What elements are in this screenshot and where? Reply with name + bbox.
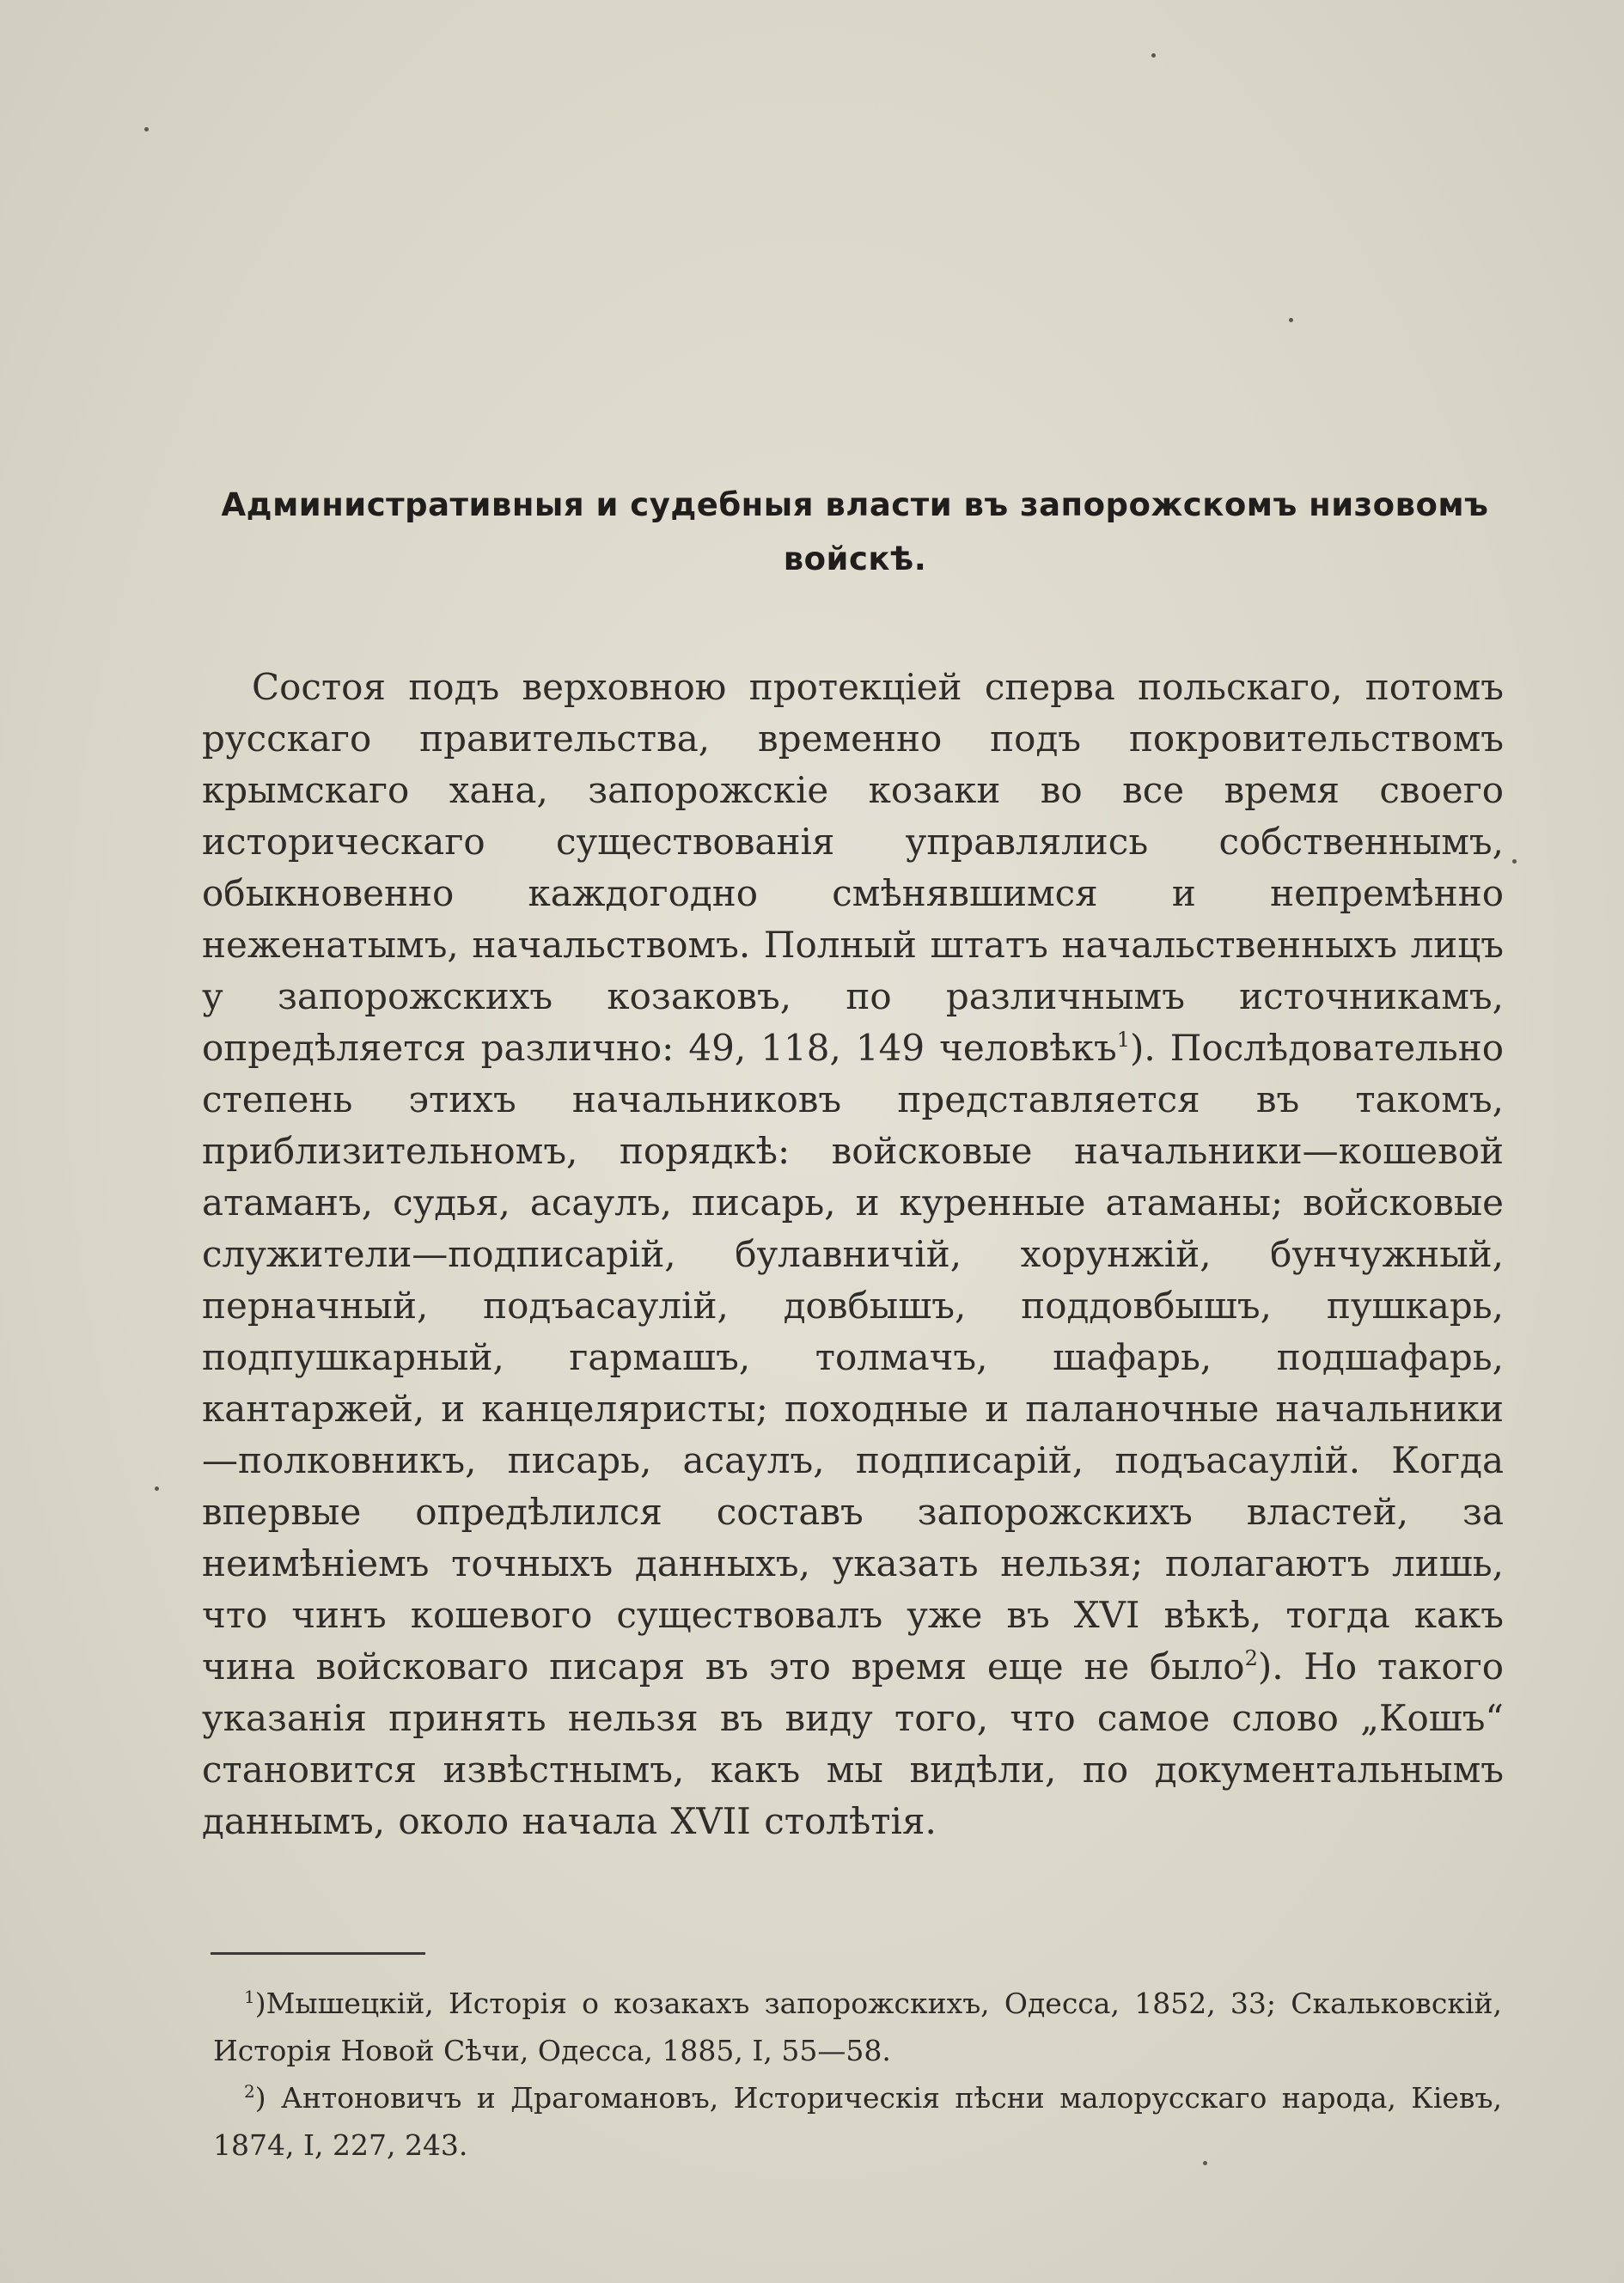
paper-speck — [144, 127, 149, 131]
footnotes — [213, 1980, 1502, 2169]
footnote-ref-1: 1 — [1116, 1028, 1130, 1052]
main-paragraph — [202, 662, 1504, 1847]
paper-speck — [155, 1486, 159, 1491]
footnote-marker: 2 — [244, 2081, 255, 2102]
paper-speck — [1289, 318, 1293, 322]
footnote-marker: 1 — [244, 1987, 255, 2007]
paper-speck — [1151, 53, 1156, 58]
footnote-text: ) Антоновичъ и Драгомановъ, Историческія пѣсни малорусскаго народа, Кіевъ, 1874, I, 227, 243. — [213, 2081, 1502, 2162]
footnote-text: )Мышецкій, Исторія о козакахъ запорожскихъ, Одесса, 1852, 33; Скальковскій, Исторія Новой Сѣчи, Одесса, 1885, I, 55—58. — [213, 1987, 1502, 2067]
chapter-heading: Административныя и судебныя власти въ запорожскомъ низовомъ войскѣ. — [221, 486, 1489, 577]
footnote-ref-2: 2 — [1244, 1646, 1258, 1670]
footnote-1 — [213, 1980, 1502, 2074]
paragraph-text: Состоя подъ верховною протекціей сперва польскаго, потомъ русскаго правительства, временно подъ покровительствомъ крымскаго хана, запорожскіе козаки во все время своего историческаго существованія управлялись собственнымъ, обыкновенно каждогодно смѣнявшимся и непремѣнно неженатымъ, начальствомъ. Полный штатъ начальственныхъ лицъ у запорожскихъ козаковъ, по различнымъ источникамъ, опредѣляется различно: 49, 118, 149 человѣкъ — [202, 666, 1504, 1069]
paper-speck — [1512, 859, 1517, 864]
paragraph-text: ). Но такого указанія принять нельзя въ виду того, что самое слово „Кошъ“ становится извѣстнымъ, какъ мы видѣли, по документальнымъ даннымъ, около начала XVII столѣтія. — [202, 1645, 1504, 1842]
footnote-separator — [211, 1952, 425, 1955]
footnote-2 — [213, 2074, 1502, 2169]
paragraph-text: ). Послѣдовательно степень этихъ начальниковъ представляется въ такомъ, приблизительномъ, порядкѣ: войсковые начальники—кошевой атаманъ, судья, асаулъ, писарь, и куренные атаманы; войсковые служители—подписарій, булавничій, хорунжій, бунчужный, перначный, подъасаулій, довбышъ, поддовбышъ, пушкарь, подпушкарный, гармашъ, толмачъ, шафарь, подшафарь, кантаржей, и канцеляристы; походные и паланочные начальники—полковникъ, писарь, асаулъ, подписарій, подъасаулій. Когда впервые опредѣлился составъ запорожскихъ властей, за неимѣніемъ точныхъ данныхъ, указать нельзя; полагаютъ лишь, что чинъ кошевого существовалъ уже въ XVI вѣкѣ, тогда какъ чина войсковаго писаря въ это время еще не было — [202, 1027, 1504, 1688]
